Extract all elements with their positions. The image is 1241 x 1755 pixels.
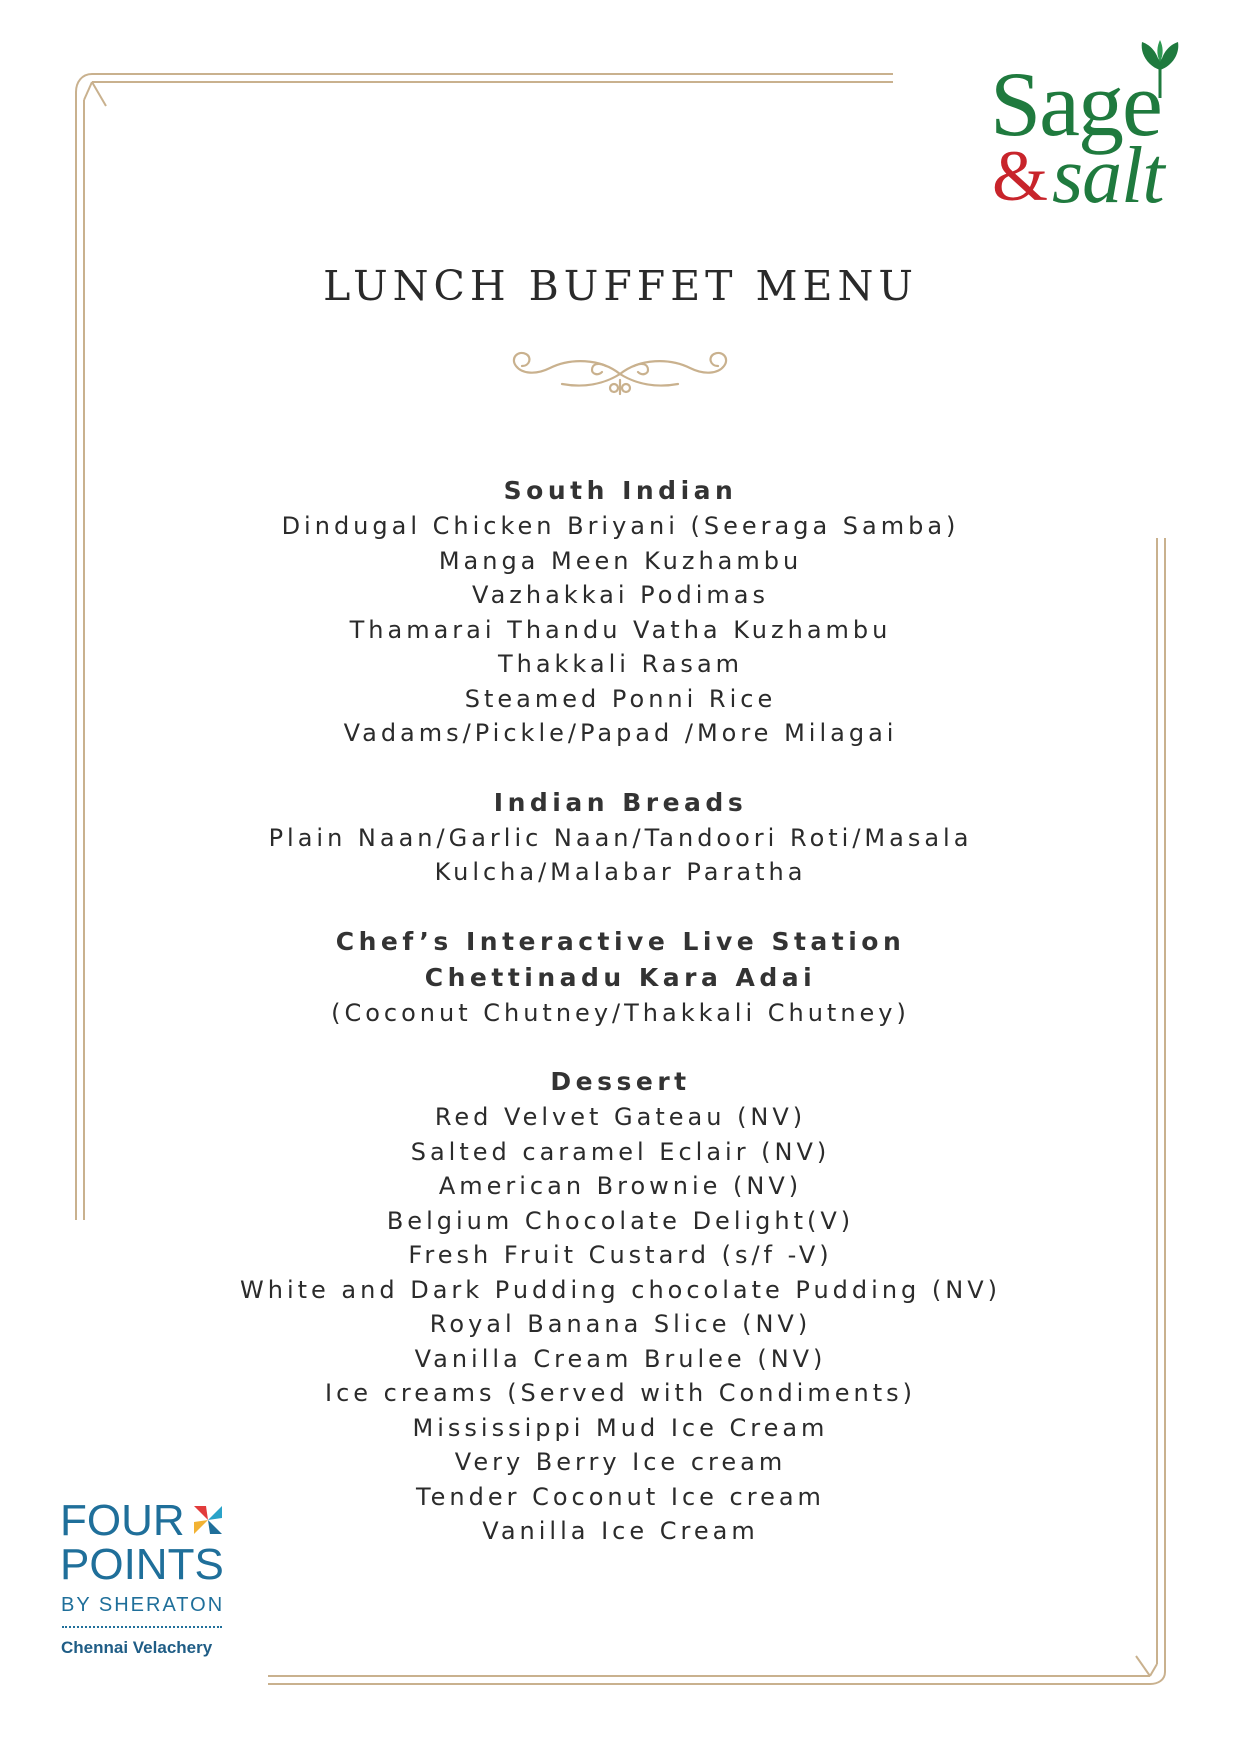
menu-item: Manga Meen Kuzhambu [438, 546, 803, 575]
page-title: LUNCH BUFFET MENU [323, 262, 918, 310]
section-subheading: Chettinadu Kara Adai [424, 962, 817, 992]
logo-line-by-sheraton: BY SHERATON [61, 1594, 225, 1616]
logo-line-four: FOUR [60, 1496, 185, 1545]
pinwheel-icon [190, 1502, 226, 1538]
section-heading: Indian Breads [493, 787, 748, 817]
menu-item: Salted caramel Eclair (NV) [410, 1137, 831, 1166]
menu-item: Red Velvet Gateau (NV) [434, 1103, 807, 1131]
menu-list [0, 473, 1241, 1583]
menu-item: Fresh Fruit Custard (s/f -V) [408, 1241, 833, 1269]
brand-sage-text: Sage [990, 53, 1161, 155]
section-heading: Dessert [550, 1067, 691, 1096]
brand-salt-text: salt [1052, 132, 1164, 220]
menu-item: Tender Coconut Ice cream [416, 1482, 825, 1511]
menu-item: Kulcha/Malabar Paratha [434, 858, 807, 886]
dotted-divider [62, 1626, 222, 1628]
menu-section-indian-breads [0, 785, 1241, 890]
menu-item: Vadams/Pickle/Papad /More Milagai [343, 719, 898, 747]
menu-section-south-indian [0, 473, 1241, 751]
menu-item: American Brownie (NV) [438, 1172, 803, 1200]
logo-location: Chennai Velachery [61, 1638, 213, 1657]
menu-item: Steamed Ponni Rice [464, 684, 777, 713]
menu-item: Thamarai Thandu Vatha Kuzhambu [349, 615, 892, 644]
menu-item: Vanilla Ice Cream [482, 1517, 759, 1545]
section-heading: Chef’s Interactive Live Station [335, 926, 906, 956]
menu-item: Royal Banana Slice (NV) [429, 1310, 812, 1338]
menu-section-dessert [0, 1064, 1241, 1549]
menu-item: Vazhakkai Podimas [472, 581, 769, 609]
section-heading: South Indian [503, 476, 738, 505]
menu-item: White and Dark Pudding chocolate Pudding (NV) [240, 1275, 1001, 1304]
menu-item: Thakkali Rasam [497, 650, 744, 678]
menu-item: Ice creams (Served with Condiments) [325, 1379, 916, 1407]
four-points-logo [60, 1496, 260, 1670]
logo-line-points: POINTS [60, 1540, 224, 1589]
menu-item: (Coconut Chutney/Thakkali Chutney) [331, 998, 910, 1027]
menu-item: Dindugal Chicken Briyani (Seeraga Samba) [281, 512, 960, 540]
brand-ampersand: & [992, 136, 1049, 216]
menu-item: Very Berry Ice cream [454, 1448, 787, 1476]
menu-item: Vanilla Cream Brulee (NV) [414, 1344, 827, 1373]
menu-section-live-station [0, 924, 1241, 1031]
sage-and-salt-logo [990, 40, 1200, 220]
menu-item: Mississippi Mud Ice Cream [412, 1413, 829, 1442]
menu-item: Belgium Chocolate Delight(V) [386, 1206, 855, 1235]
menu-item: Plain Naan/Garlic Naan/Tandoori Roti/Masala [268, 823, 973, 852]
scroll-ornament-icon [500, 344, 740, 400]
